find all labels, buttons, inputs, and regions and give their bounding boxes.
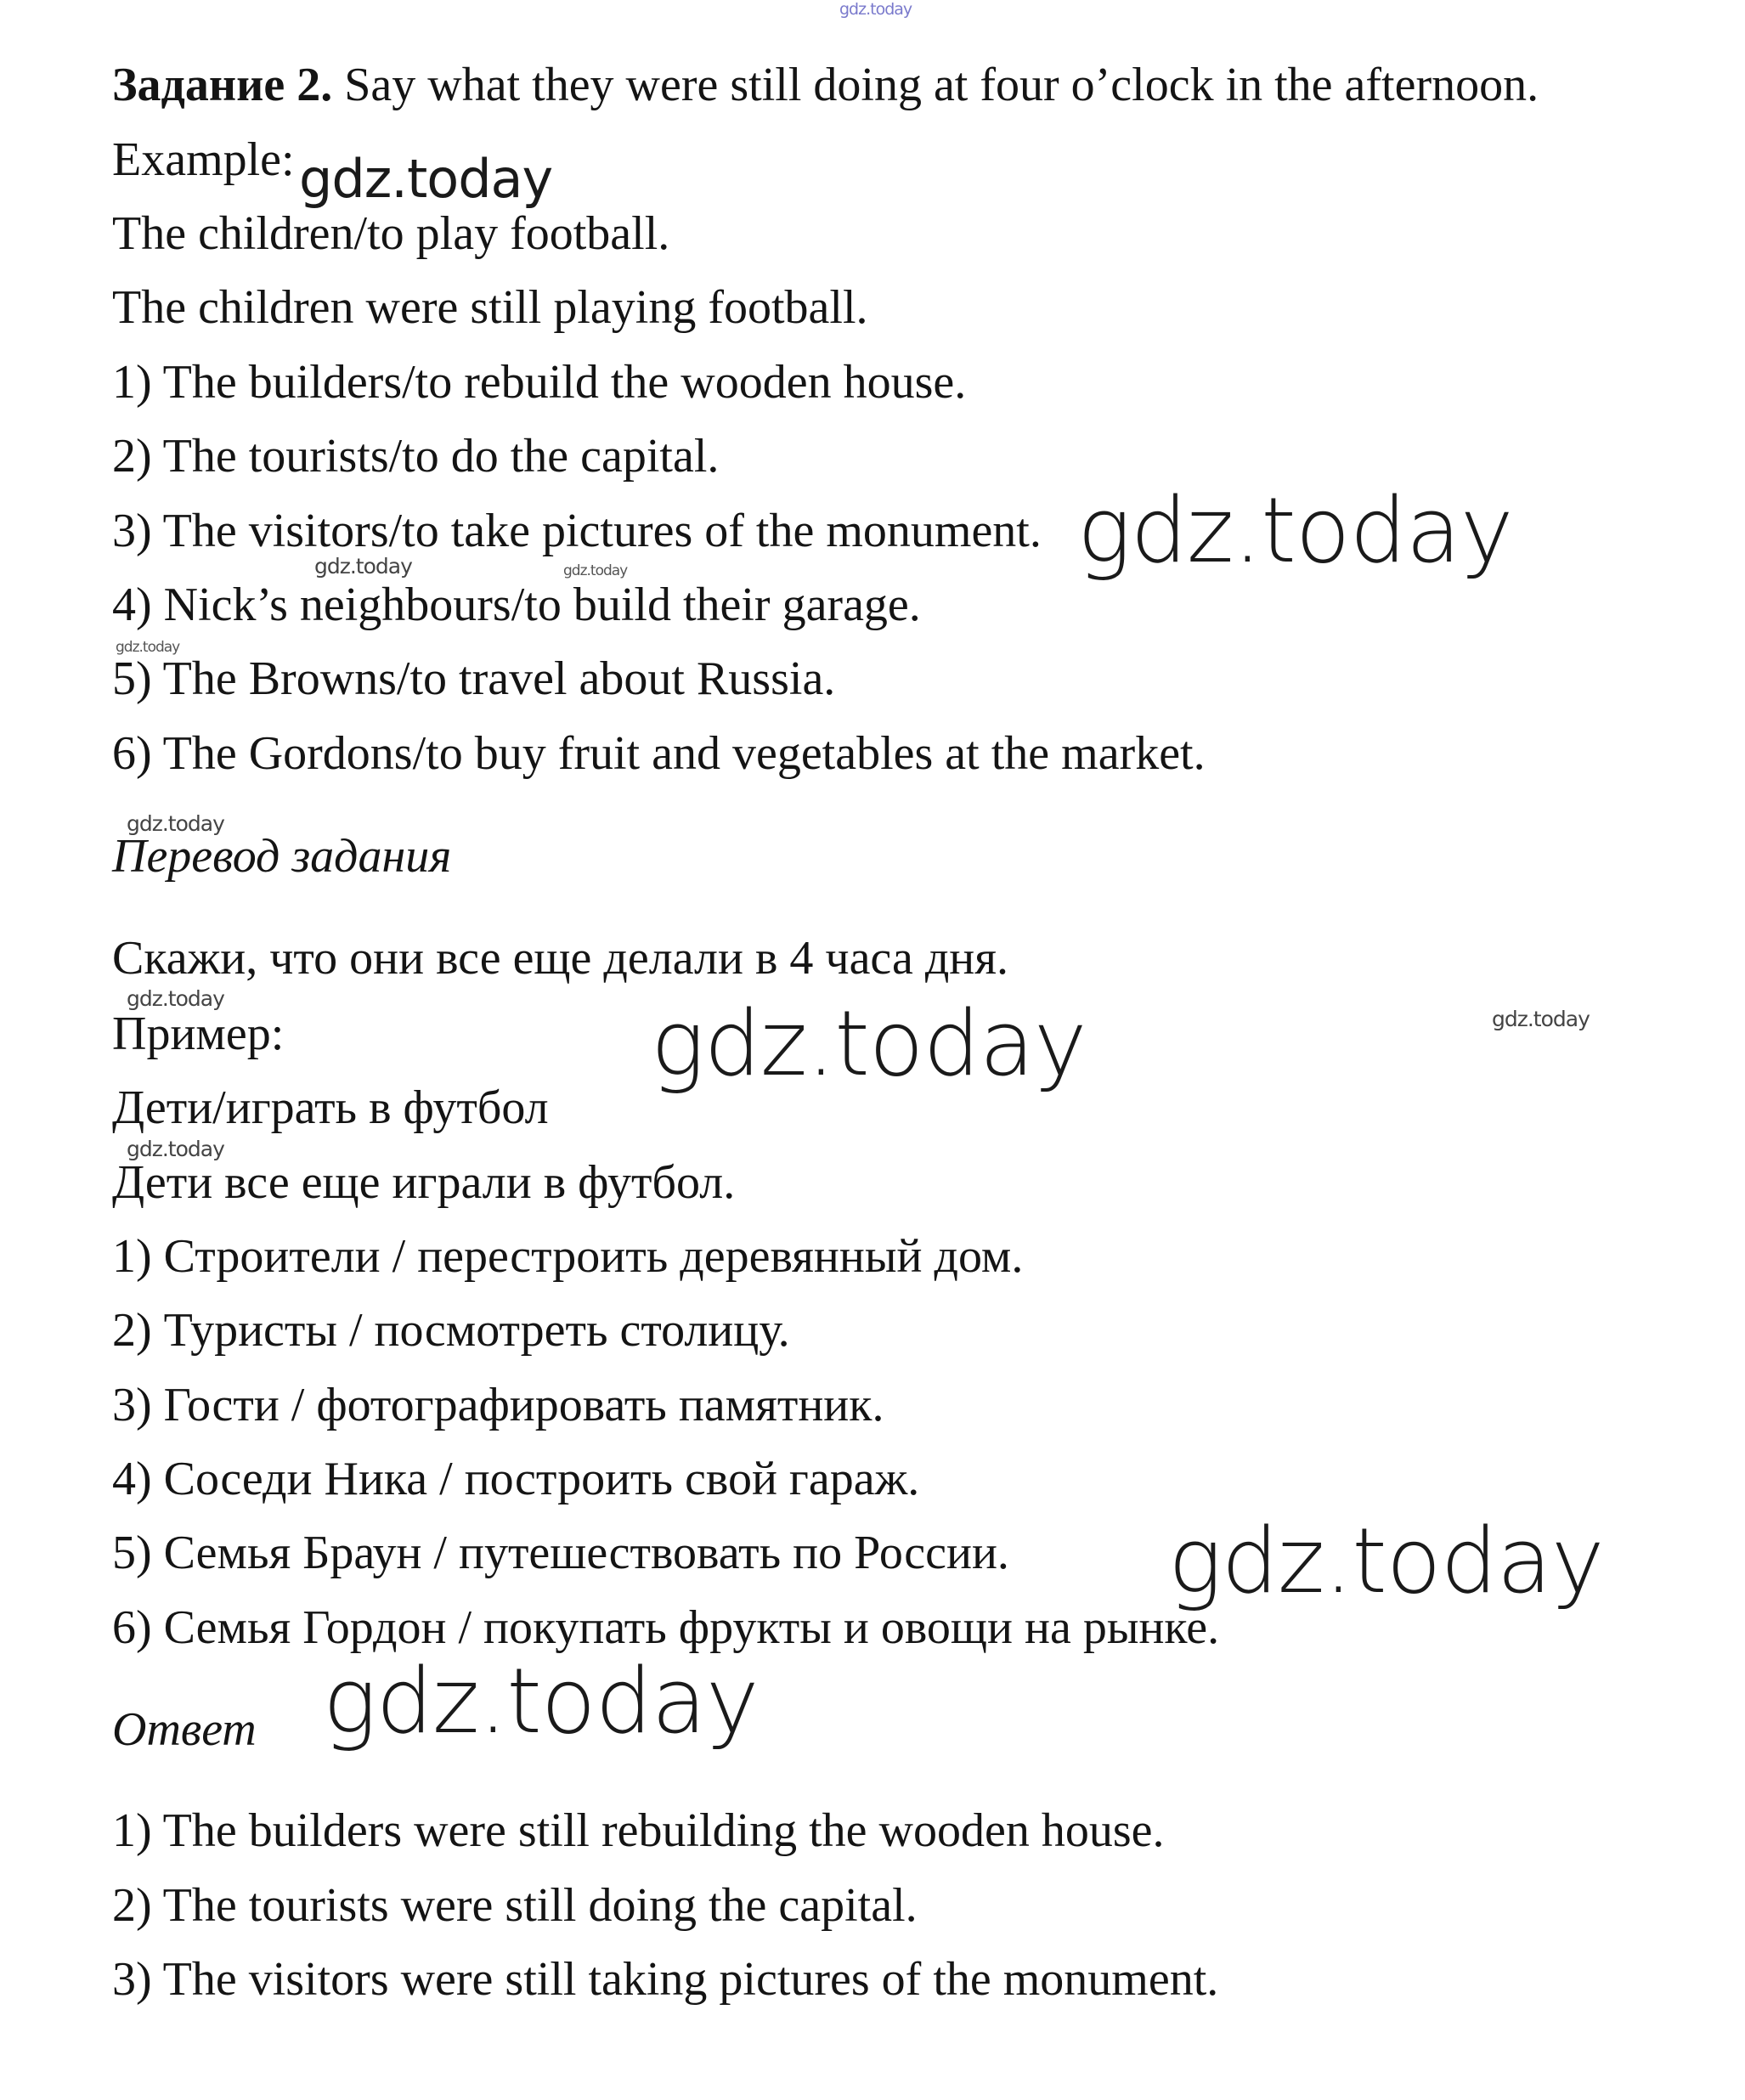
answer-item: 1) The builders were still rebuilding the wooden house. bbox=[112, 1804, 1165, 1857]
translation-item: 2) Туристы / посмотреть столицу. bbox=[112, 1304, 790, 1357]
watermark: gdz.today bbox=[323, 1649, 759, 1753]
watermark: gdz.today bbox=[127, 811, 224, 836]
watermark: gdz.today bbox=[314, 554, 412, 579]
translation-item: 5) Семья Браун / путешествовать по России. bbox=[112, 1527, 1009, 1579]
task-label: Задание 2. bbox=[112, 59, 333, 111]
translation-example-prompt: Дети/играть в футбол bbox=[112, 1081, 549, 1134]
exercise-item: 1) The builders/to rebuild the wooden house. bbox=[112, 356, 967, 409]
translation-item: 3) Гости / фотографировать памятник. bbox=[112, 1379, 884, 1431]
watermark: gdz.today bbox=[1492, 1007, 1590, 1031]
answer-item: 3) The visitors were still taking pictures of the monument. bbox=[112, 1953, 1219, 2006]
example-answer: The children were still playing football. bbox=[112, 281, 868, 334]
task-heading bbox=[112, 61, 1539, 109]
answer-heading: Ответ bbox=[112, 1703, 257, 1756]
translation-item: 4) Соседи Ника / построить свой гараж. bbox=[112, 1453, 920, 1505]
watermark: gdz.today bbox=[116, 639, 180, 656]
translation-heading: Перевод задания bbox=[112, 830, 452, 883]
exercise-item: 6) The Gordons/to buy fruit and vegetables at the market. bbox=[112, 727, 1206, 780]
answer-item: 2) The tourists were still doing the capital. bbox=[112, 1879, 918, 1932]
example-prompt: The children/to play football. bbox=[112, 207, 670, 260]
watermark: gdz.today bbox=[127, 1137, 224, 1161]
translation-example-answer: Дети все еще играли в футбол. bbox=[112, 1156, 736, 1209]
translation-item: 6) Семья Гордон / покупать фрукты и овощи на рынке. bbox=[112, 1601, 1220, 1654]
watermark: gdz.today bbox=[127, 986, 224, 1011]
translation-item: 1) Строители / перестроить деревянный дом. bbox=[112, 1230, 1024, 1283]
watermark: gdz.today bbox=[563, 562, 628, 579]
watermark: gdz.today bbox=[1168, 1509, 1604, 1613]
example-label: Example: bbox=[112, 133, 295, 186]
task-instruction: Say what they were still doing at four o’clock in the afternoon. bbox=[344, 59, 1539, 111]
watermark: gdz.today bbox=[651, 991, 1087, 1096]
translation-example-label: Пример: bbox=[112, 1008, 285, 1060]
translation-instruction: Скажи, что они все еще делали в 4 часа дня. bbox=[112, 932, 1009, 985]
watermark: gdz.today bbox=[299, 148, 553, 210]
watermark: gdz.today bbox=[1077, 478, 1513, 583]
exercise-item: 5) The Browns/to travel about Russia. bbox=[112, 652, 836, 705]
exercise-item: 3) The visitors/to take pictures of the monument. bbox=[112, 505, 1042, 557]
exercise-item: 4) Nick’s neighbours/to build their garage. bbox=[112, 579, 921, 631]
watermark-top: gdz.today bbox=[839, 0, 912, 19]
exercise-item: 2) The tourists/to do the capital. bbox=[112, 430, 720, 483]
